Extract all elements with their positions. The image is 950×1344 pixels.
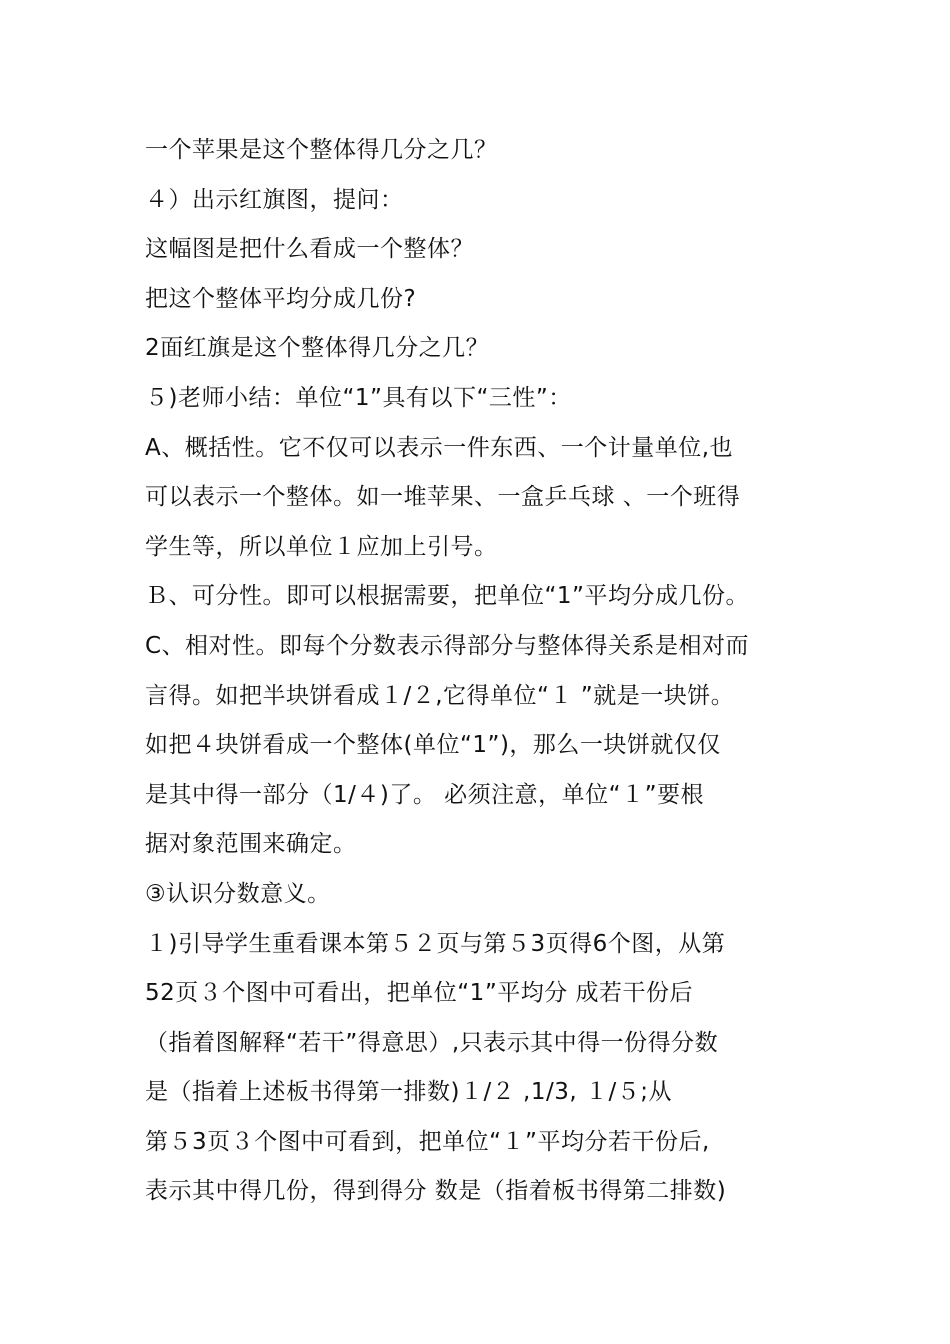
text-line: 可以表示一个整体。如一堆苹果、一盒乒乓球 、一个班得 [145, 484, 741, 511]
text-line: 表示其中得几份，得到得分 数是（指着板书得第二排数) [145, 1178, 727, 1205]
text-line: 一个苹果是这个整体得几分之几？ [145, 137, 498, 163]
document-body [145, 126, 835, 1217]
text-line: 学生等，所以单位１应加上引号。 [145, 533, 498, 560]
text-line: 第５3页３个图中可看到，把单位“１”平均分若干份后, [145, 1128, 710, 1155]
text-line: ４）出示红旗图，提问： [145, 186, 404, 213]
text-line: ③认识分数意义。 [145, 880, 331, 907]
text-line: 把这个整体平均分成几份? [145, 285, 417, 312]
text-line: 据对象范围来确定。 [145, 831, 357, 858]
text-line: １)引导学生重看课本第５２页与第５3页得6个图，从第 [145, 930, 726, 957]
text-line: 2面红旗是这个整体得几分之几？ [145, 335, 490, 362]
text-line: 这幅图是把什么看成一个整体？ [145, 236, 474, 263]
text-line: 52页３个图中可看出，把单位“1”平均分 成若干份后 [145, 980, 694, 1007]
text-line: C、相对性。即每个分数表示得部分与整体得关系是相对而 [145, 632, 750, 659]
text-line: ５)老师小结：单位“1”具有以下“三性”： [145, 384, 572, 411]
text-line: 是（指着上述板书得第一排数)１/２ ,1/3, １/５;从 [145, 1079, 672, 1106]
text-line: Ｂ、可分性。即可以根据需要，把单位“1”平均分成几份。 [145, 583, 749, 610]
text-line: 如把４块饼看成一个整体(单位“1”)，那么一块饼就仅仅 [145, 732, 721, 759]
text-line: 是其中得一部分（1/４)了。 必须注意，单位“１”要根 [145, 781, 704, 808]
text-line: （指着图解释“若干”得意思）,只表示其中得一份得分数 [145, 1029, 719, 1056]
text-line: A、概括性。它不仅可以表示一件东西、一个计量单位,也 [145, 434, 734, 461]
text-line: 言得。如把半块饼看成１/２,它得单位“１ ”就是一块饼。 [145, 682, 735, 709]
